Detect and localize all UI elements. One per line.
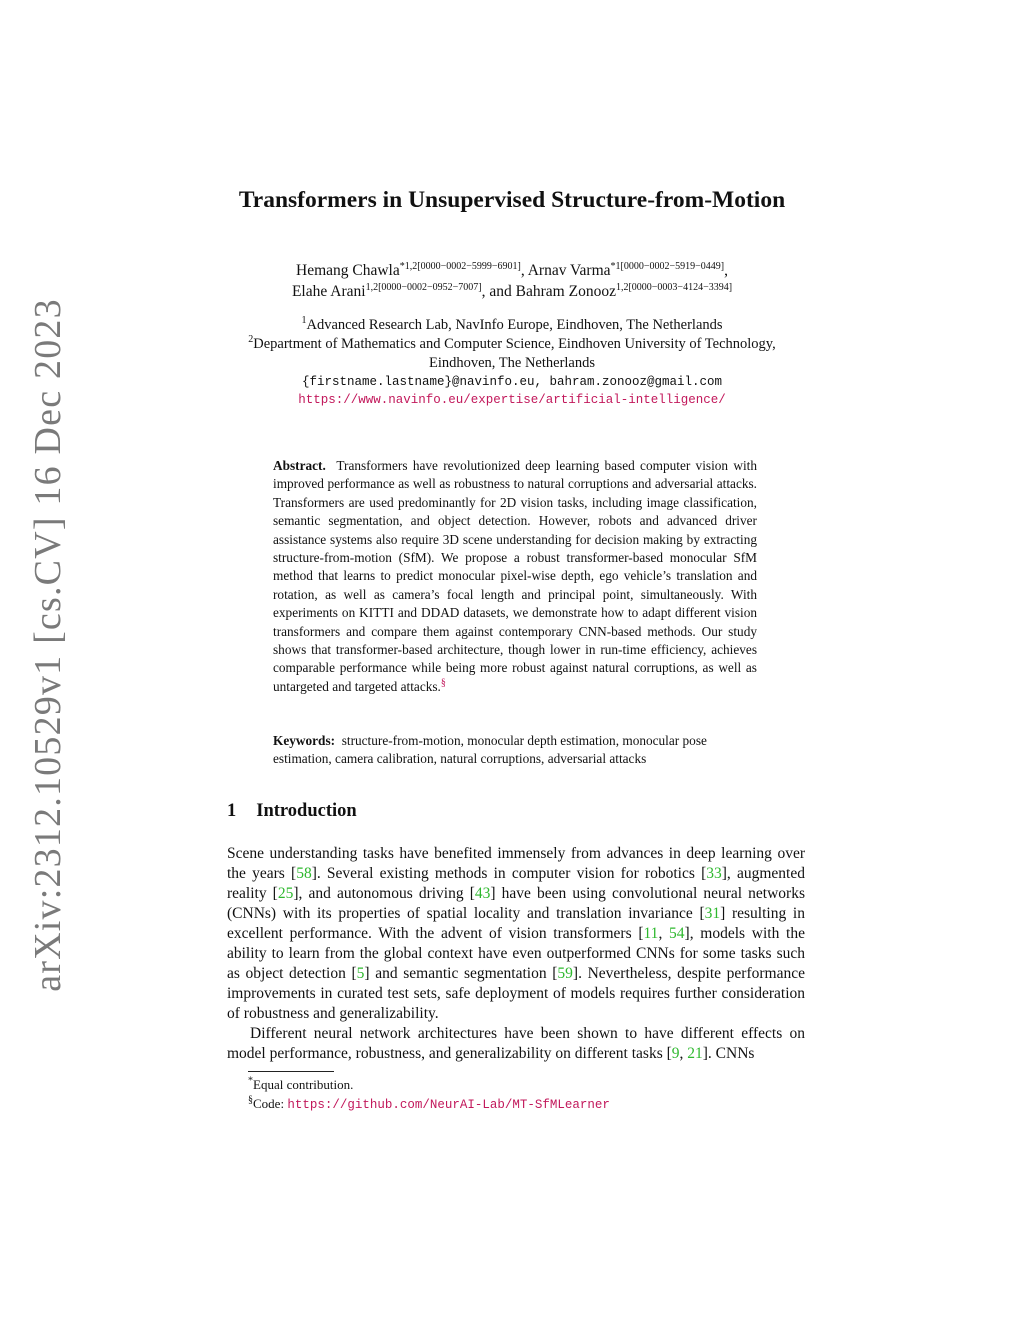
citation-link[interactable]: 43: [474, 885, 491, 902]
text-run: ] resulting in excellent performance. With the advent of vision transformers [: [227, 905, 805, 942]
keywords-text: structure-from-motion, monocular depth estimation, monocular pose estimation, camera calibration, natural corruptions, adversarial attacks: [273, 733, 707, 767]
text-run: ], models with the ability to learn from the global context have even outperformed CNNs for some tasks such as object detection [: [227, 925, 805, 982]
text-run: ]. Several existing methods in computer vision for robotics [: [311, 865, 707, 882]
footnote-text: Equal contribution.: [253, 1077, 354, 1092]
abstract-label: Abstract.: [273, 458, 326, 473]
citation-link[interactable]: 9: [671, 1045, 680, 1062]
author-affiliation-orcid: *1[0000−0002−5919−0449]: [610, 260, 725, 272]
text-run: ,: [658, 925, 670, 942]
footnote-text: Code:: [253, 1096, 288, 1111]
citation-link[interactable]: 31: [704, 905, 721, 922]
paper-title: Transformers in Unsupervised Structure-from-Motion: [238, 187, 786, 213]
text-run: ] and semantic segmentation [: [364, 965, 558, 982]
citation-link[interactable]: 54: [669, 925, 685, 942]
footnote-mark: §: [248, 1094, 253, 1106]
text-run: Different neural network architectures have been shown to have different effects on model performance, robustness, and generalizability on different tasks [: [227, 1025, 805, 1062]
citation-link[interactable]: 59: [557, 965, 573, 982]
paragraph: [227, 844, 805, 1024]
author-name: Elahe Arani: [291, 283, 366, 300]
code-repo-link[interactable]: https://github.com/NeurAI-Lab/MT-SfMLearner: [287, 1098, 610, 1112]
author-affiliation-orcid: 1,2[0000−0002−0952−7007]: [365, 281, 482, 293]
affiliation-text: Department of Mathematics and Computer Science, Eindhoven University of Technology,: [253, 336, 776, 352]
section-heading-introduction: [227, 801, 357, 822]
authors-line-1: [0, 262, 1024, 280]
text-run: ] have been using convolutional neural networks (CNNs) with its properties of spatial locality and translation invariance [: [227, 885, 805, 922]
section-number: 1: [227, 801, 237, 821]
footnote-equal-contribution: [248, 1077, 353, 1093]
affiliation-2-continued: Eindhoven, The Netherlands: [428, 355, 596, 371]
arxiv-identifier: arXiv:2312.10529v1 [cs.CV] 16 Dec 2023: [27, 298, 69, 992]
text-run: ,: [679, 1045, 688, 1062]
keywords: [273, 732, 757, 769]
affiliation-1: [0, 317, 1024, 334]
text-run: ], augmented reality [: [227, 865, 805, 902]
intro-body: [227, 844, 805, 1064]
citation-link[interactable]: 21: [687, 1045, 703, 1062]
text-run: Scene understanding tasks have benefited immensely from advances in deep learning over the years [: [227, 845, 805, 882]
author-emails: {firstname.lastname}@navinfo.eu, bahram.zonooz@gmail.com: [301, 375, 723, 389]
author-name: , and Bahram Zonooz: [481, 283, 616, 300]
section-title: Introduction: [256, 801, 357, 821]
author-separator: ,: [724, 262, 728, 279]
citation-link[interactable]: 33: [706, 865, 722, 882]
affiliation-number: 1: [301, 315, 307, 327]
affiliation-number: 2: [248, 334, 254, 346]
author-affiliation-orcid: *1,2[0000−0002−5999−6901]: [399, 260, 521, 272]
abstract-text: Transformers have revolutionized deep learning based computer vision with improved performance as well as robustness to natural corruptions and adversarial attacks. Transformers are used predominantly for 2D vision tasks, including image classification, semantic segmentation, and object detection. However, robots and advanced driver assistance systems also require 3D scene understanding for decision making by extracting structure-from-motion (SfM). We propose a robust transformer-based monocular SfM method that learns to predict monocular pixel-wise depth, ego vehicle’s translation and rotation, as well as camera’s focal length and principal point, simultaneously. With experiments on KITTI and DDAD datasets, we demonstrate how to adapt different vision transformers and compare them against contemporary CNN-based methods. Our study shows that transformer-based architecture, though lower in run-time efficiency, achieves comparable performance while being more robust against natural corruptions, as well as untargeted and targeted attacks.: [273, 458, 757, 694]
citation-link[interactable]: 58: [296, 865, 312, 882]
authors-line-2: [0, 283, 1024, 301]
affiliation-text: Advanced Research Lab, NavInfo Europe, Eindhoven, The Netherlands: [306, 317, 723, 333]
text-run: ]. Nevertheless, despite performance improvements in curated test sets, safe deployment of models requires further consideration of robustness and generalizability.: [227, 965, 805, 1022]
affiliation-2: [0, 336, 1024, 353]
footnote-divider: [248, 1071, 334, 1072]
author-name: , Arnav Varma: [520, 262, 611, 279]
keywords-label: Keywords:: [273, 733, 336, 748]
code-footnote-mark[interactable]: §: [440, 677, 446, 689]
citation-link[interactable]: 11: [643, 925, 659, 942]
text-run: ], and autonomous driving [: [293, 885, 475, 902]
abstract: [273, 457, 757, 696]
citation-link[interactable]: 25: [277, 885, 294, 902]
affiliation-url-link[interactable]: https://www.navinfo.eu/expertise/artificial-intelligence/: [298, 393, 726, 407]
paragraph: [227, 1024, 805, 1064]
footnote-mark: *: [248, 1075, 253, 1087]
citation-link[interactable]: 5: [356, 965, 365, 982]
author-name: Hemang Chawla: [296, 262, 400, 279]
text-run: ]. CNNs: [702, 1045, 755, 1062]
author-affiliation-orcid: 1,2[0000−0003−4124−3394]: [615, 281, 733, 293]
footnote-code: [248, 1096, 610, 1112]
